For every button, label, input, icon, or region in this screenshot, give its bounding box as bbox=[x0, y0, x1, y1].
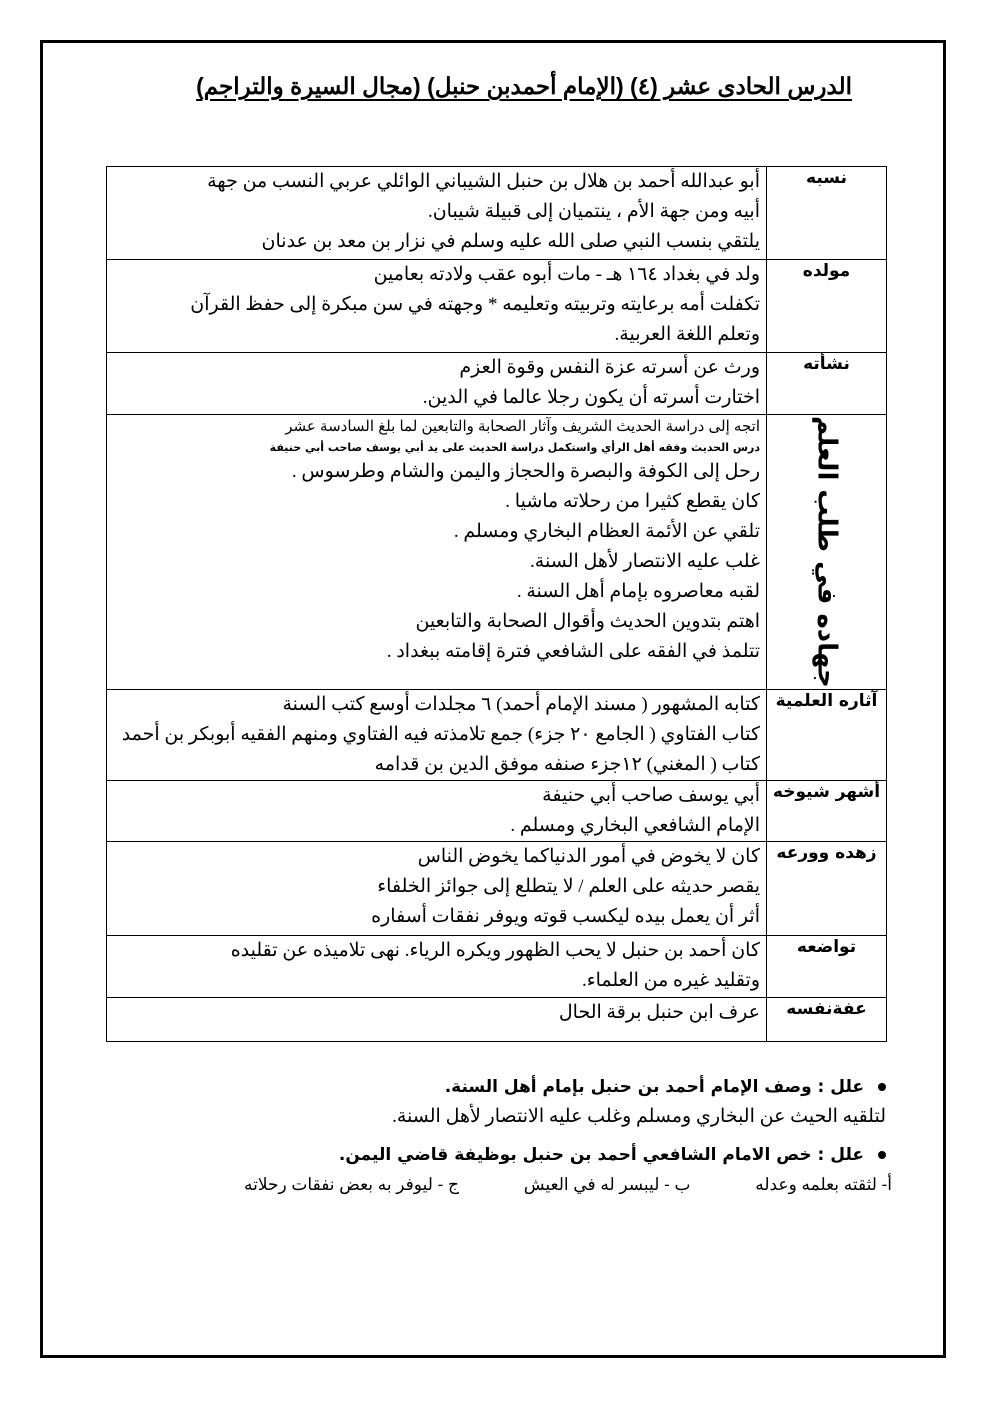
row-label: نشأته bbox=[767, 353, 887, 415]
row-content: ولد في بغداد ١٦٤ هـ - مات أبوه عقب ولادته بعامين تكفلت أمه برعايته وتربيته وتعليمه * وجهته في سن مبكرة إلى حفظ القرآن وتعلم اللغة العربية. bbox=[107, 260, 767, 353]
option-a: أ- لثقته بعلمه وعدله bbox=[755, 1175, 892, 1194]
option-b: ب - ليبسر له في العيش bbox=[523, 1175, 691, 1194]
row-content: اتجه إلى دراسة الحديث الشريف وآثار الصحابة والتابعين لما بلغ السادسة عشر درس الحديث وفقه أهل الرأي واستكمل دراسة الحديث على يد أبي يوسف صاحب أبي حنيفة رحل إلى الكوفة والبصرة والحجاز واليمن والشام وطرسوس . كان يقطع كثيرا من رحلاته ماشيا . تلقي عن الأئمة العظام البخاري ومسلم . غلب عليه الانتصار لأهل السنة. لقبه معاصروه بإمام أهل السنة . اهتم بتدوين الحديث وأقوال الصحابة والتابعين تتلمذ في الفقه على الشافعي فترة إقامته ببغداد . bbox=[107, 415, 767, 690]
table-row bbox=[107, 841, 887, 935]
table-row bbox=[107, 997, 887, 1041]
row-label-vertical: جهاده في طلب العلم bbox=[767, 415, 887, 690]
row-content: عرف ابن حنبل برقة الحال bbox=[107, 997, 767, 1041]
row-content: كان لا يخوض في أمور الدنياكما يخوض الناس يقصر حديثه على العلم / لا يتطلع إلى جوائز الخلفاء أثر أن يعمل بيده ليكسب قوته ويوفر نفقات أسفاره bbox=[107, 841, 767, 935]
table-row bbox=[107, 935, 887, 997]
lesson-table bbox=[106, 166, 887, 1042]
row-label: زهده وورعه bbox=[767, 841, 887, 935]
row-label: آثاره العلمية bbox=[767, 689, 887, 780]
question-section bbox=[60, 1072, 892, 1200]
option-c: ج - ليوفر به بعض نفقات رحلاته bbox=[243, 1175, 459, 1194]
answer-1: لتلقيه الحيث عن البخاري ومسلم وغلب عليه الانتصار لأهل السنة. bbox=[392, 1106, 886, 1127]
row-content: ورث عن أسرته عزة النفس وقوة العزم اختارت أسرته أن يكون رجلا عالما في الدين. bbox=[107, 353, 767, 415]
table-row bbox=[107, 353, 887, 415]
table-row bbox=[107, 167, 887, 260]
row-label: تواضعه bbox=[767, 935, 887, 997]
row-label: عفةنفسه bbox=[767, 997, 887, 1041]
row-content: أبو عبدالله أحمد بن هلال بن حنبل الشيباني الوائلي عربي النسب من جهة أبيه ومن جهة الأم ، ينتميان إلى قبيلة شيبان. يلتقي بنسب النبي صلى الله عليه وسلم في نزار بن معد بن عدنان bbox=[107, 167, 767, 260]
question-2: علل : خص الامام الشافعي أحمد بن حنبل بوظيفة قاضي اليمن. bbox=[60, 1140, 892, 1170]
table-row bbox=[107, 415, 887, 690]
row-label: أشهر شيوخه bbox=[767, 780, 887, 841]
row-content: أبي يوسف صاحب أبي حنيفة الإمام الشافعي البخاري ومسلم . bbox=[107, 780, 767, 841]
table-row bbox=[107, 780, 887, 841]
question-1: علل : وصف الإمام أحمد بن حنبل بإمام أهل السنة. bbox=[60, 1072, 892, 1102]
row-content: كان أحمد بن حنبل لا يحب الظهور ويكره الرياء. نهى تلاميذه عن تقليده وتقليد غيره من العلماء. bbox=[107, 935, 767, 997]
lesson-title: الدرس الحادى عشر (٤) (الإمام أحمدبن حنبل) (مجال السيرة والتراجم) bbox=[196, 73, 852, 99]
table-row bbox=[107, 260, 887, 353]
row-label: مولده bbox=[767, 260, 887, 353]
answer-options bbox=[60, 1170, 892, 1200]
table-row bbox=[107, 689, 887, 780]
bullet-icon bbox=[878, 1151, 886, 1159]
row-content: كتابه المشهور ( مسند الإمام أحمد) ٦ مجلدات أوسع كتب السنة كتاب الفتاوي ( الجامع ٢٠ جزء) جمع تلامذته فيه الفتاوي ومنهم الفقيه أبوبكر بن أحمد كتاب ( المغني) ١٢جزء صنفه موفق الدين بن قدامه bbox=[107, 689, 767, 780]
bullet-icon bbox=[878, 1083, 886, 1091]
row-label: نسبه bbox=[767, 167, 887, 260]
